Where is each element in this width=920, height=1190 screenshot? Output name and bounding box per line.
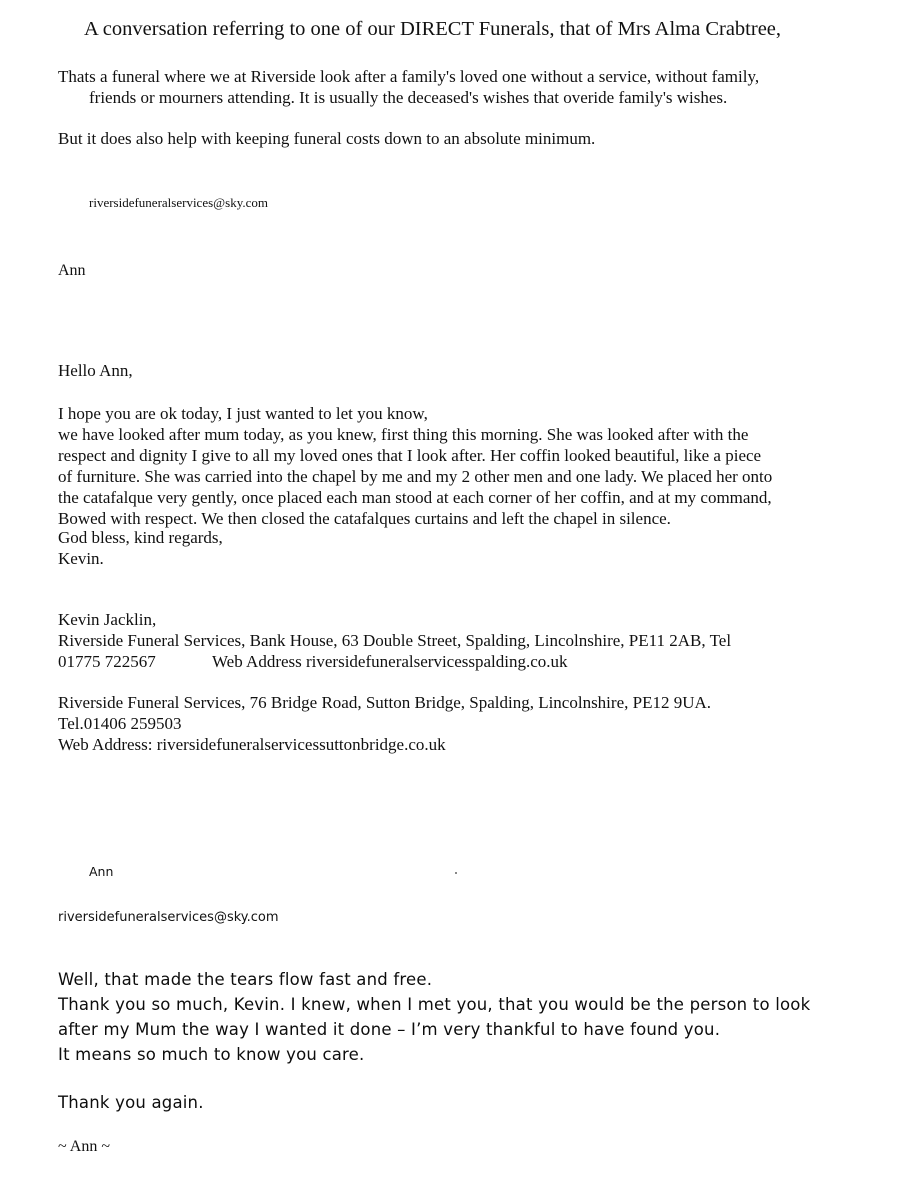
intro-line-3: But it does also help with keeping funeral costs down to an absolute minimum.: [58, 129, 596, 148]
intro-line-2: friends or mourners attending. It is usually the deceased's wishes that overide family's wishes.: [89, 88, 728, 107]
scan-speck: [455, 872, 457, 874]
signature-name: Kevin Jacklin,: [58, 610, 157, 629]
reply-line: It means so much to know you care.: [58, 1045, 365, 1064]
letter-body-line: I hope you are ok today, I just wanted to let you know,: [58, 404, 428, 423]
reply-sign: ~ Ann ~: [58, 1138, 110, 1155]
signature-web-2: Web Address: riversidefuneralservicessuttonbridge.co.uk: [58, 735, 446, 754]
letter-body-line: respect and dignity I give to all my loved ones that I look after. Her coffin looked beautiful, like a piece: [58, 446, 762, 465]
page-title: A conversation referring to one of our DIRECT Funerals, that of Mrs Alma Crabtree,: [84, 18, 782, 40]
letter-body-line: Bowed with respect. We then closed the catafalques curtains and left the chapel in silence.: [58, 509, 671, 528]
email-sender: Ann: [58, 262, 86, 279]
letter-body-line: the catafalque very gently, once placed each man stood at each corner of her coffin, and at my command,: [58, 488, 772, 507]
signature-web-1: Web Address riversidefuneralservicesspalding.co.uk: [212, 652, 568, 671]
letter-body-line: of furniture. She was carried into the chapel by me and my 2 other men and one lady. We placed her onto: [58, 467, 773, 486]
reply-line: after my Mum the way I wanted it done – I’m very thankful to have found you.: [58, 1020, 721, 1039]
reply-thanks: Thank you again.: [58, 1093, 204, 1112]
signature-address-2: Riverside Funeral Services, 76 Bridge Road, Sutton Bridge, Spalding, Lincolnshire, PE12 9UA.: [58, 693, 712, 712]
email-recipient: riversidefuneralservices@sky.com: [89, 195, 268, 210]
signature-tel-2: Tel.01406 259503: [58, 714, 182, 733]
signature-address-1: Riverside Funeral Services, Bank House, 63 Double Street, Spalding, Lincolnshire, PE11 2AB, Tel: [58, 631, 732, 650]
letter-closing: God bless, kind regards,: [58, 528, 223, 547]
intro-line-1: Thats a funeral where we at Riverside look after a family's loved one without a service, without family,: [58, 67, 760, 86]
letter-body-line: we have looked after mum today, as you knew, first thing this morning. She was looked after with the: [58, 425, 749, 444]
letter-greeting: Hello Ann,: [58, 361, 133, 380]
reply-line: Thank you so much, Kevin. I knew, when I met you, that you would be the person to look: [58, 995, 811, 1014]
reply-sender: Ann: [89, 864, 114, 879]
signature-tel-1: 01775 722567: [58, 652, 156, 671]
letter-sign: Kevin.: [58, 549, 104, 568]
reply-recipient: riversidefuneralservices@sky.com: [58, 910, 279, 925]
reply-line: Well, that made the tears flow fast and free.: [58, 970, 433, 989]
